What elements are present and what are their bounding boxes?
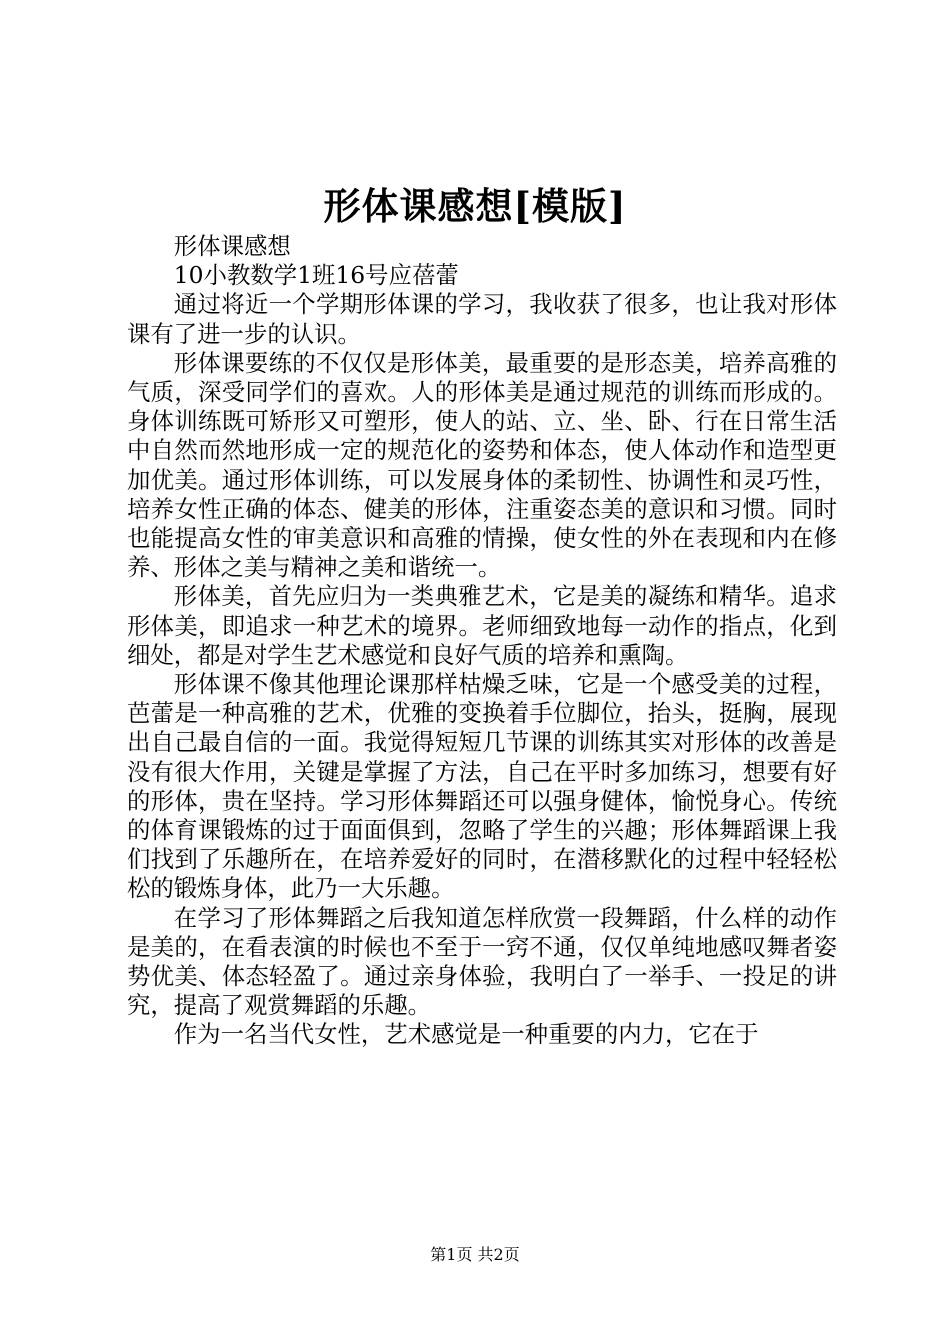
paragraph-author: 10小教数学1班16号应蓓蕾 — [173, 261, 459, 290]
paragraph: 作为一名当代女性，艺术感觉是一种重要的内力，它在于 — [173, 1020, 759, 1049]
paragraph: 通过将近一个学期形体课的学习，我收获了很多，也让我对形体课有了进一步的认识。 — [127, 290, 837, 348]
page-footer: 第1页 共2页 — [430, 1245, 520, 1264]
document-body — [127, 232, 837, 1050]
paragraph: 形体课要练的不仅仅是形体美，最重要的是形态美，培养高雅的气质，深受同学们的喜欢。人的形体美是通过规范的训练而形成的。身体训练既可矫形又可塑形，使人的站、立、坐、卧、行在日常生活中自然而然地形成一定的规范化的姿势和体态，使人体动作和造型更加优美。通过形体训练，可以发展身体的柔韧性、协调性和灵巧性，培养女性正确的体态、健美的形体，注重姿态美的意识和习惯。同时也能提高女性的审美意识和高雅的情操，使女性的外在表现和内在修养、形体之美与精神之美和谐统一。 — [127, 348, 837, 582]
paragraph: 形体美，首先应归为一类典雅艺术，它是美的凝练和精华。追求形体美，即追求一种艺术的境界。老师细致地每一动作的指点，化到细处，都是对学生艺术感觉和良好气质的培养和熏陶。 — [127, 582, 837, 669]
paragraph-subtitle: 形体课感想 — [173, 232, 291, 260]
document-title: 形体课感想[模版] — [323, 184, 627, 228]
paragraph: 在学习了形体舞蹈之后我知道怎样欣赏一段舞蹈，什么样的动作是美的，在看表演的时候也不至于一窍不通，仅仅单纯地感叹舞者姿势优美、体态轻盈了。通过亲身体验，我明白了一举手、一投足的讲究，提高了观赏舞蹈的乐趣。 — [127, 903, 837, 1020]
paragraph: 形体课不像其他理论课那样枯燥乏味，它是一个感受美的过程，芭蕾是一种高雅的艺术，优雅的变换着手位脚位，抬头，挺胸，展现出自己最自信的一面。我觉得短短几节课的训练其实对形体的改善是没有很大作用，关键是掌握了方法，自己在平时多加练习，想要有好的形体，贵在坚持。学习形体舞蹈还可以强身健体，愉悦身心。传统的体育课锻炼的过于面面俱到，忽略了学生的兴趣；形体舞蹈课上我们找到了乐趣所在，在培养爱好的同时，在潜移默化的过程中轻轻松松的锻炼身体，此乃一大乐趣。 — [127, 670, 837, 903]
